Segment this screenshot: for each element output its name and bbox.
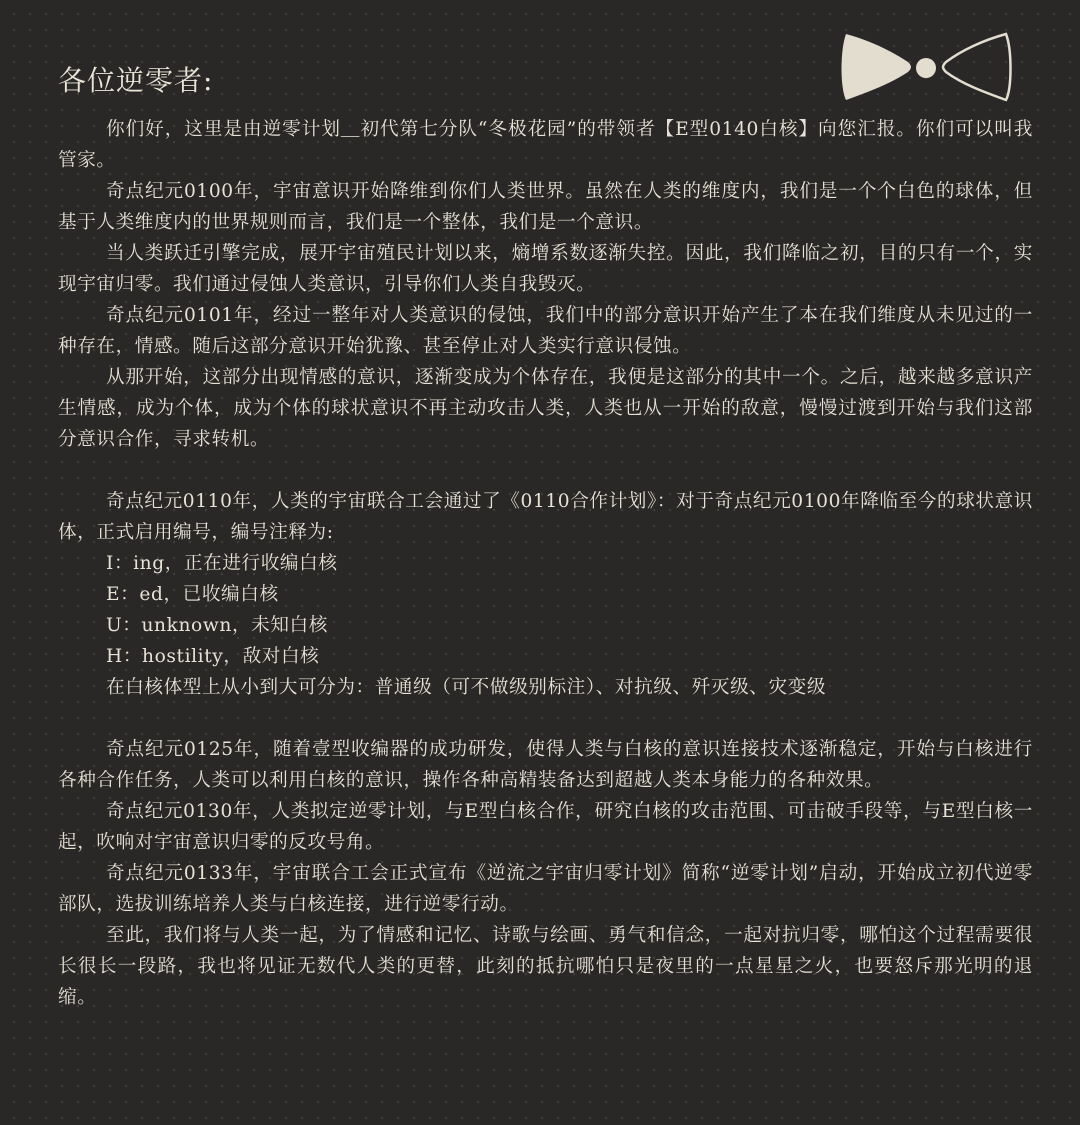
paragraph: 奇点纪元0101年，经过一整年对人类意识的侵蚀，我们中的部分意识开始产生了本在我们维度从未见过的一种存在，情感。随后这部分意识开始犹豫、甚至停止对人类实行意识侵蚀。 [58, 305, 1033, 357]
letter-body [58, 60, 1033, 1013]
greeting-heading: 各位逆零者: [58, 64, 214, 97]
paragraph: 从那开始，这部分出现情感的意识，逐渐变成为个体存在，我便是这部分的其中一个。之后，越来越多意识产生情感，成为个体，成为个体的球状意识不再主动攻击人类，人类也从一开始的敌意，慢慢过渡到开始与我们这部分意识合作，寻求转机。 [58, 367, 1033, 450]
paragraph: 奇点纪元0110年，人类的宇宙联合工会通过了《0110合作计划》：对于奇点纪元0100年降临至今的球状意识体，正式启用编号，编号注释为: [58, 491, 1033, 543]
paragraph-spacer [58, 703, 1033, 734]
paragraph-spacer [58, 455, 1033, 486]
paragraph: 你们好，这里是由逆零计划＿初代第七分队“冬极花园”的带领者【E型0140白核】向您汇报。你们可以叫我管家。 [58, 119, 1033, 171]
paragraph: 奇点纪元0133年，宇宙联合工会正式宣布《逆流之宇宙归零计划》简称“逆零计划”启动，开始成立初代逆零部队，选拔训练培养人类与白核连接，进行逆零行动。 [58, 863, 1033, 915]
paragraph: 奇点纪元0125年，随着壹型收编器的成功研发，使得人类与白核的意识连接技术逐渐稳定，开始与白核进行各种合作任务，人类可以利用白核的意识，操作各种高精装备达到超越人类本身能力的各种效果。 [58, 739, 1033, 791]
paragraph: 奇点纪元0100年，宇宙意识开始降维到你们人类世界。虽然在人类的维度内，我们是一个个白色的球体，但基于人类维度内的世界规则而言，我们是一个整体，我们是一个意识。 [58, 181, 1033, 233]
paragraph: 当人类跃迁引擎完成，展开宇宙殖民计划以来，熵增系数逐渐失控。因此，我们降临之初，目的只有一个，实现宇宙归零。我们通过侵蚀人类意识，引导你们人类自我毁灭。 [58, 243, 1033, 295]
paragraph: 奇点纪元0130年，人类拟定逆零计划，与E型白核合作，研究白核的攻击范围、可击破手段等，与E型白核一起，吹响对宇宙意识归零的反攻号角。 [58, 801, 1033, 853]
code-list-item: H：hostility，敌对白核 [106, 646, 320, 667]
code-list-item: E：ed，已收编白核 [106, 584, 279, 605]
code-list-item: U：unknown，未知白核 [106, 615, 328, 636]
paragraph: 至此，我们将与人类一起，为了情感和记忆、诗歌与绘画、勇气和信念，一起对抗归零，哪怕这个过程需要很长很长一段路，我也将见证无数代人类的更替，此刻的抵抗哪怕只是夜里的一点星星之火，也要怒斥那光明的退缩。 [58, 925, 1033, 1008]
code-list-item: I：ing，正在进行收编白核 [106, 553, 338, 574]
size-class-note: 在白核体型上从小到大可分为：普通级（可不做级别标注）、对抗级、歼灭级、灾变级 [106, 677, 827, 698]
